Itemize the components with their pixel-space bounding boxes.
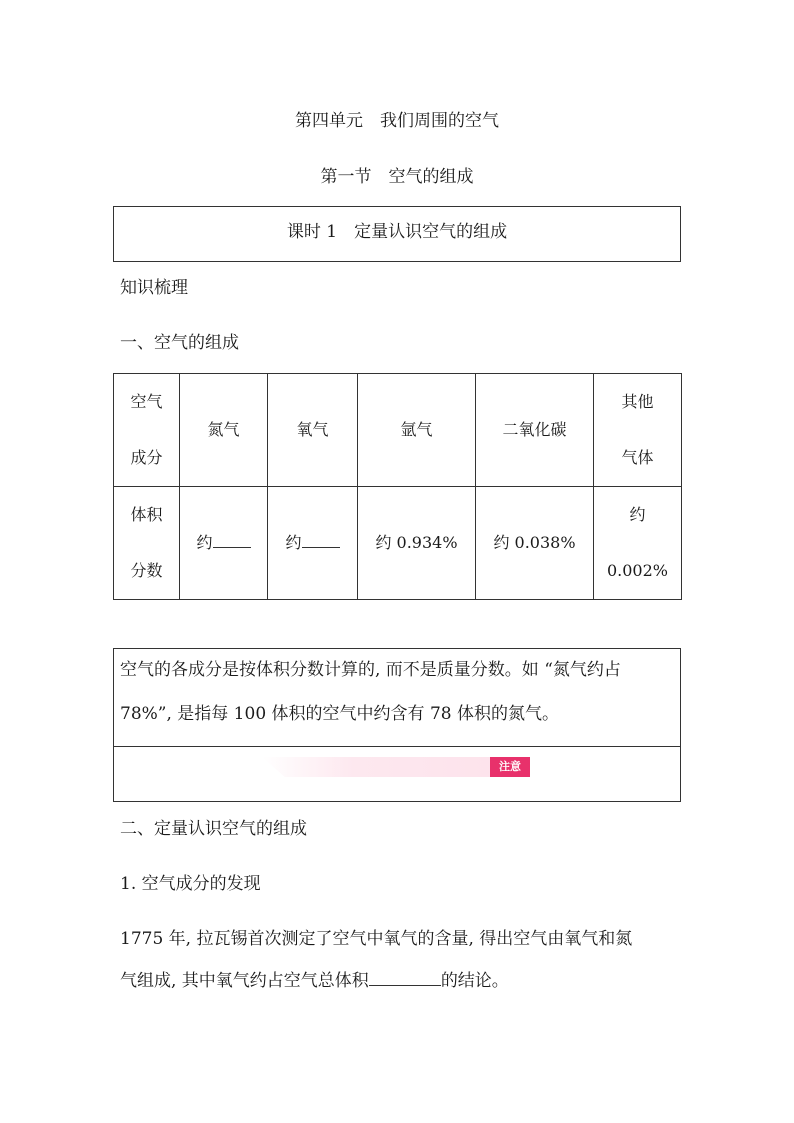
table-row: [114, 487, 682, 600]
note-line-1: 空气的各成分是按体积分数计算的, 而不是质量分数。如 “氮气约占: [120, 660, 621, 680]
table-cell: [114, 374, 180, 487]
part2-heading: 二、定量认识空气的组成: [120, 819, 307, 839]
table-cell-text: 分数: [130, 561, 163, 580]
paragraph-text: 气组成, 其中氧气约占空气总体积: [120, 971, 369, 991]
table-cell-text: 约: [196, 533, 213, 552]
table-cell-text: 其他: [621, 392, 654, 411]
table-cell-text: 体积: [130, 505, 163, 524]
table-cell-text: 约: [629, 505, 646, 524]
table-cell: [180, 487, 268, 600]
note-divider: [114, 746, 680, 747]
table-cell: [594, 487, 682, 600]
note-tag: 注意: [490, 757, 530, 777]
table-cell: [594, 374, 682, 487]
table-cell: [114, 487, 180, 600]
note-line-2: 78%”, 是指每 100 体积的空气中约含有 78 体积的氮气。: [120, 704, 559, 724]
table-cell-text: 气体: [621, 448, 654, 467]
table-cell-text: 0.002%: [606, 561, 668, 580]
table-cell: [268, 487, 358, 600]
part1-heading: 一、空气的组成: [120, 333, 239, 353]
table-cell: 约 0.038%: [476, 487, 594, 600]
note-banner: [262, 757, 490, 777]
fill-blank[interactable]: [213, 533, 251, 548]
paragraph-line-2: [120, 966, 690, 991]
knowledge-heading: 知识梳理: [120, 278, 188, 298]
unit-title: 第四单元 我们周围的空气: [295, 111, 499, 131]
fill-blank[interactable]: [302, 533, 340, 548]
table-cell: 氮气: [180, 374, 268, 487]
table-cell-text: 成分: [130, 448, 163, 467]
paragraph-text: 的结论。: [440, 971, 509, 991]
table-cell: 氧气: [268, 374, 358, 487]
fill-blank[interactable]: [369, 971, 441, 986]
table-cell: 氩气: [358, 374, 476, 487]
lesson-title-box: [113, 206, 681, 262]
lesson-title: 课时 1 定量认识空气的组成: [286, 222, 508, 242]
table-cell-text: 空气: [130, 392, 163, 411]
air-composition-table: [113, 373, 682, 600]
table-cell: 二氧化碳: [476, 374, 594, 487]
section-title: 第一节 空气的组成: [320, 167, 474, 187]
sub1-heading: 1. 空气成分的发现: [120, 874, 261, 894]
table-cell-text: 约: [285, 533, 302, 552]
table-row: [114, 374, 682, 487]
paragraph-line-1: 1775 年, 拉瓦锡首次测定了空气中氧气的含量, 得出空气由氧气和氮: [120, 929, 633, 949]
table-cell: 约 0.934%: [358, 487, 476, 600]
